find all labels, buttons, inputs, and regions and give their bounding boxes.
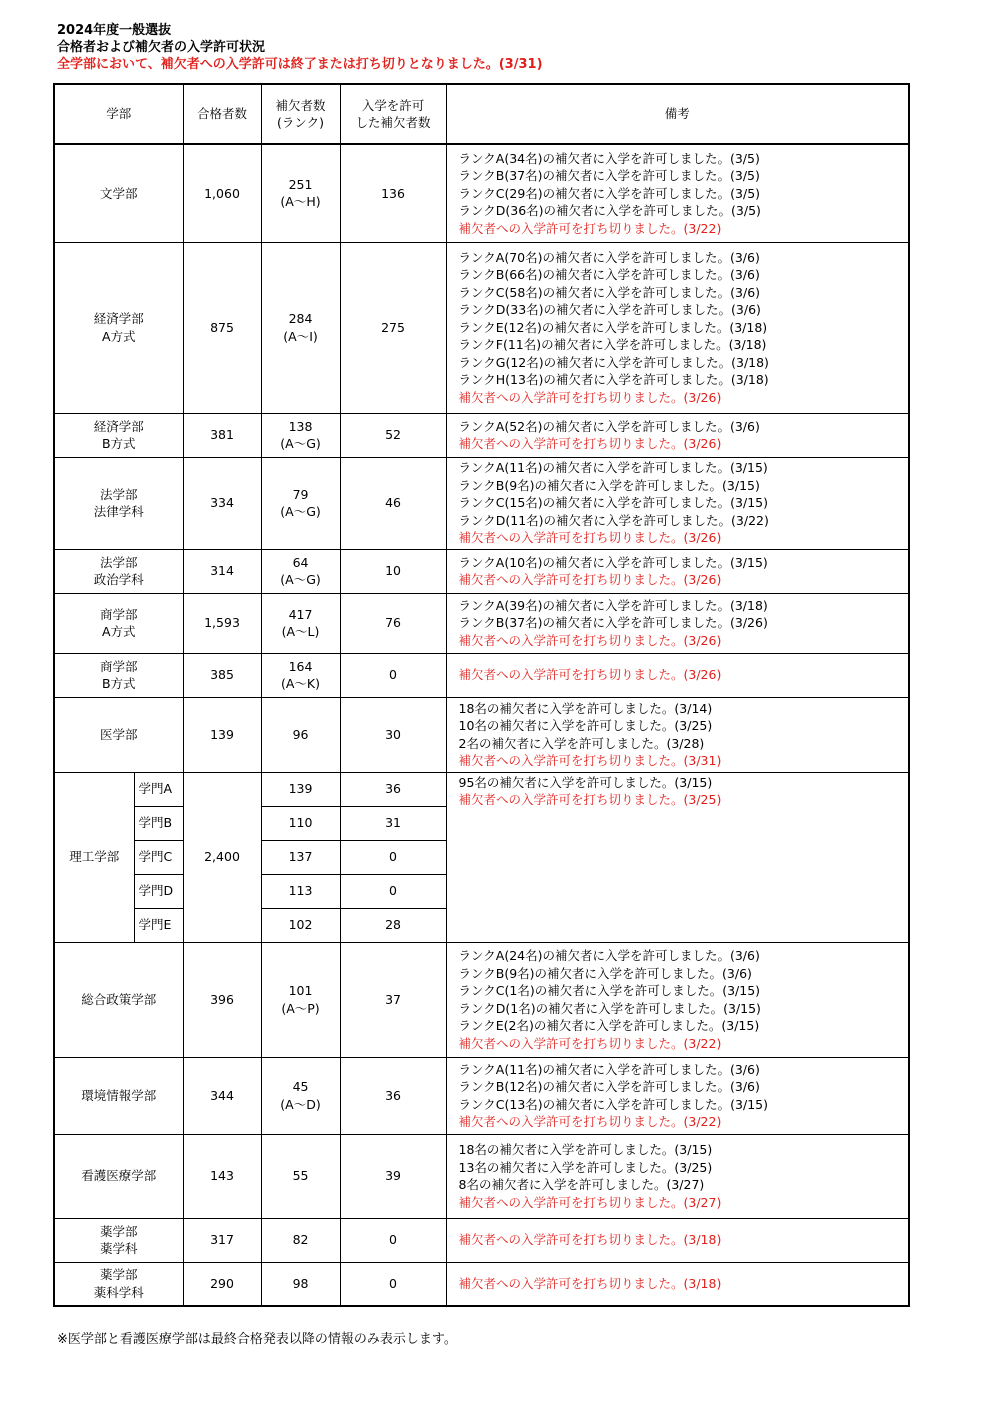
faculty-name-line: 法学部 — [100, 486, 138, 502]
passed-count-cell: 2,400 — [183, 772, 261, 942]
waitlist-rank: (A〜H) — [280, 194, 321, 210]
admission-status-table — [53, 83, 910, 1307]
notes-cell — [446, 942, 909, 1057]
notes-closed-line: 補欠者への入学許可を打ち切りました。(3/26) — [458, 436, 722, 451]
notes-line: ランクA(34名)の補欠者に入学を許可しました。(3/5) — [458, 150, 760, 166]
notes-line: ランクB(66名)の補欠者に入学を許可しました。(3/6) — [458, 267, 760, 283]
notes-closed-line: 補欠者への入学許可を打ち切りました。(3/22) — [458, 1114, 722, 1129]
waitlist-count: 284 — [288, 311, 313, 326]
sub-department-cell: 学門D — [134, 874, 183, 908]
footnote: ※医学部と看護医療学部は最終合格発表以降の情報のみ表示します。 — [57, 1332, 457, 1347]
waitlist-count: 79 — [292, 486, 309, 502]
waitlist-rank: (A〜I) — [283, 328, 318, 344]
admitted-count-cell: 76 — [340, 593, 446, 653]
table-header-row — [54, 84, 909, 144]
waitlist-count: 417 — [288, 606, 313, 622]
notes-cell — [446, 457, 909, 549]
table-row — [54, 593, 909, 653]
waitlist-count: 101 — [288, 983, 313, 998]
table-row — [54, 942, 909, 1057]
notes-line: ランクD(1名)の補欠者に入学を許可しました。(3/15) — [458, 1000, 761, 1016]
passed-count-cell: 1,060 — [183, 144, 261, 242]
faculty-cell — [54, 549, 183, 593]
notes-cell — [446, 144, 909, 242]
passed-count-cell: 290 — [183, 1262, 261, 1306]
admitted-count-cell: 136 — [340, 144, 446, 242]
header-admitted — [340, 84, 446, 144]
notes-cell — [446, 242, 909, 413]
faculty-name-line: 薬学部 — [100, 1223, 138, 1239]
waitlist-cell — [261, 457, 340, 549]
faculty-name-line: 環境情報学部 — [81, 1087, 157, 1103]
table-row — [54, 413, 909, 457]
faculty-cell — [54, 942, 183, 1057]
notes-line: ランクF(11名)の補欠者に入学を許可しました。(3/18) — [458, 337, 767, 353]
notes-closed-line: 補欠者への入学許可を打ち切りました。(3/31) — [458, 753, 722, 768]
notes-cell — [446, 1262, 909, 1306]
notes-line: ランクE(12名)の補欠者に入学を許可しました。(3/18) — [458, 319, 768, 335]
faculty-name-line: 総合政策学部 — [81, 991, 157, 1007]
notes-closed-line: 補欠者への入学許可を打ち切りました。(3/27) — [458, 1194, 722, 1210]
notes-cell — [446, 772, 909, 942]
waitlist-rank: (A〜K) — [281, 676, 321, 691]
passed-count-cell: 385 — [183, 653, 261, 697]
notes-cell — [446, 549, 909, 593]
notes-cell — [446, 1218, 909, 1262]
notes-line: ランクA(52名)の補欠者に入学を許可しました。(3/6) — [458, 418, 760, 434]
admitted-count-cell: 46 — [340, 457, 446, 549]
notes-closed-line: 補欠者への入学許可を打ち切りました。(3/26) — [458, 572, 722, 587]
passed-count-cell: 396 — [183, 942, 261, 1057]
admitted-count-cell: 0 — [340, 1262, 446, 1306]
waitlist-count: 164 — [288, 658, 313, 674]
faculty-cell — [54, 593, 183, 653]
notes-closed-line: 補欠者への入学許可を打ち切りました。(3/26) — [458, 530, 722, 546]
faculty-cell — [54, 1218, 183, 1262]
notes-line: ランクA(39名)の補欠者に入学を許可しました。(3/18) — [458, 597, 768, 613]
notes-line: ランクH(13名)の補欠者に入学を許可しました。(3/18) — [458, 372, 769, 388]
notes-line: 18名の補欠者に入学を許可しました。(3/15) — [458, 1142, 713, 1157]
notes-cell — [446, 1057, 909, 1134]
waitlist-rank: (A〜G) — [280, 504, 321, 519]
passed-count-cell: 381 — [183, 413, 261, 457]
table-row — [54, 697, 909, 772]
waitlist-rank: (A〜G) — [280, 436, 321, 451]
waitlist-cell: 139 — [261, 772, 340, 806]
faculty-cell — [54, 1057, 183, 1134]
notes-cell — [446, 697, 909, 772]
header-faculty: 学部 — [54, 84, 183, 144]
notes-line: 2名の補欠者に入学を許可しました。(3/28) — [458, 735, 705, 751]
waitlist-cell — [261, 1262, 340, 1306]
sub-department-cell: 学門E — [134, 908, 183, 942]
admitted-count-cell: 0 — [340, 1218, 446, 1262]
notes-line: ランクE(2名)の補欠者に入学を許可しました。(3/15) — [458, 1018, 760, 1033]
passed-count-cell: 139 — [183, 697, 261, 772]
table-row — [54, 772, 909, 806]
notes-closed-line: 補欠者への入学許可を打ち切りました。(3/18) — [458, 1232, 722, 1248]
notes-closed-line: 補欠者への入学許可を打ち切りました。(3/26) — [458, 389, 722, 405]
notes-line: ランクG(12名)の補欠者に入学を許可しました。(3/18) — [458, 354, 769, 370]
waitlist-count: 45 — [292, 1079, 309, 1094]
notes-line: ランクB(9名)の補欠者に入学を許可しました。(3/6) — [458, 965, 752, 981]
waitlist-cell — [261, 1218, 340, 1262]
admitted-count-cell: 36 — [340, 1057, 446, 1134]
waitlist-count: 64 — [292, 554, 309, 570]
passed-count-cell: 334 — [183, 457, 261, 549]
waitlist-rank: (A〜P) — [281, 1000, 320, 1016]
passed-count-cell: 875 — [183, 242, 261, 413]
faculty-cell — [54, 413, 183, 457]
waitlist-count: 82 — [292, 1232, 309, 1248]
faculty-name-line: 法律学科 — [93, 504, 144, 519]
admitted-count-cell: 28 — [340, 908, 446, 942]
table-row — [54, 653, 909, 697]
notes-line: ランクA(70名)の補欠者に入学を許可しました。(3/6) — [458, 249, 760, 265]
notes-line: ランクB(37名)の補欠者に入学を許可しました。(3/26) — [458, 615, 768, 631]
page-header — [57, 22, 543, 73]
faculty-name-line: 薬学部 — [100, 1267, 138, 1283]
passed-count-cell: 344 — [183, 1057, 261, 1134]
faculty-cell — [54, 144, 183, 242]
waitlist-cell — [261, 942, 340, 1057]
notes-cell — [446, 413, 909, 457]
waitlist-cell — [261, 697, 340, 772]
notes-closed-line: 補欠者への入学許可を打ち切りました。(3/22) — [458, 220, 722, 236]
faculty-name-line: B方式 — [101, 436, 136, 451]
notes-line: ランクC(29名)の補欠者に入学を許可しました。(3/5) — [458, 185, 761, 201]
faculty-name-line: 経済学部 — [93, 418, 144, 434]
waitlist-count: 98 — [292, 1276, 309, 1291]
sub-department-cell: 学門C — [134, 840, 183, 874]
notes-line: ランクD(33名)の補欠者に入学を許可しました。(3/6) — [458, 302, 761, 318]
table-row — [54, 1218, 909, 1262]
admitted-count-cell: 10 — [340, 549, 446, 593]
faculty-cell — [54, 697, 183, 772]
sub-department-cell: 学門A — [134, 772, 183, 806]
admitted-count-cell: 31 — [340, 806, 446, 840]
waitlist-cell: 102 — [261, 908, 340, 942]
faculty-name-line: 看護医療学部 — [81, 1168, 157, 1184]
header-admitted-line2: した補欠者数 — [355, 115, 431, 130]
faculty-cell — [54, 653, 183, 697]
notes-line: ランクB(9名)の補欠者に入学を許可しました。(3/15) — [458, 477, 760, 493]
notes-line: 95名の補欠者に入学を許可しました。(3/15) — [458, 774, 713, 790]
faculty-cell — [54, 242, 183, 413]
faculty-cell — [54, 1262, 183, 1306]
notes-line: 18名の補欠者に入学を許可しました。(3/14) — [458, 700, 713, 716]
sub-department-cell: 学門B — [134, 806, 183, 840]
notes-cell — [446, 593, 909, 653]
admitted-count-cell: 275 — [340, 242, 446, 413]
waitlist-cell: 113 — [261, 874, 340, 908]
waitlist-cell: 110 — [261, 806, 340, 840]
notes-line: 8名の補欠者に入学を許可しました。(3/27) — [458, 1177, 705, 1192]
waitlist-cell — [261, 413, 340, 457]
faculty-name-line: 政治学科 — [93, 572, 144, 587]
faculty-name-line: 薬科学科 — [93, 1284, 144, 1300]
notes-line: ランクA(10名)の補欠者に入学を許可しました。(3/15) — [458, 554, 768, 570]
notes-line: ランクC(15名)の補欠者に入学を許可しました。(3/15) — [458, 495, 768, 511]
faculty-name-line: 商学部 — [100, 606, 138, 622]
notes-closed-line: 補欠者への入学許可を打ち切りました。(3/26) — [458, 632, 722, 648]
table-row — [54, 549, 909, 593]
admitted-count-cell: 39 — [340, 1134, 446, 1218]
waitlist-cell — [261, 144, 340, 242]
passed-count-cell: 143 — [183, 1134, 261, 1218]
faculty-name-line: 医学部 — [100, 726, 138, 742]
header-admitted-line1: 入学を許可 — [361, 97, 425, 113]
header-notice: 全学部において、補欠者への入学許可は終了または打ち切りとなりました。(3/31) — [57, 57, 543, 72]
notes-line: ランクD(36名)の補欠者に入学を許可しました。(3/5) — [458, 203, 761, 218]
notes-line: ランクA(11名)の補欠者に入学を許可しました。(3/15) — [458, 460, 768, 476]
table-row — [54, 457, 909, 549]
notes-line: ランクB(37名)の補欠者に入学を許可しました。(3/5) — [458, 168, 760, 183]
passed-count-cell: 314 — [183, 549, 261, 593]
notes-line: 10名の補欠者に入学を許可しました。(3/25) — [458, 718, 713, 733]
faculty-name-line: 商学部 — [100, 658, 138, 674]
notes-line: ランクC(13名)の補欠者に入学を許可しました。(3/15) — [458, 1096, 768, 1112]
table-row — [54, 242, 909, 413]
notes-line: ランクA(24名)の補欠者に入学を許可しました。(3/6) — [458, 948, 760, 963]
header-notes: 備考 — [446, 84, 909, 144]
notes-line: ランクC(58名)の補欠者に入学を許可しました。(3/6) — [458, 284, 761, 300]
faculty-name-line: 薬学科 — [100, 1241, 138, 1256]
table-body — [54, 144, 909, 1306]
notes-line: ランクB(12名)の補欠者に入学を許可しました。(3/6) — [458, 1079, 760, 1094]
notes-line: ランクA(11名)の補欠者に入学を許可しました。(3/6) — [458, 1061, 760, 1077]
notes-closed-line: 補欠者への入学許可を打ち切りました。(3/22) — [458, 1035, 722, 1051]
waitlist-cell — [261, 593, 340, 653]
faculty-name-line: 経済学部 — [93, 311, 144, 326]
waitlist-cell — [261, 242, 340, 413]
notes-closed-line: 補欠者への入学許可を打ち切りました。(3/25) — [458, 792, 722, 807]
waitlist-cell — [261, 549, 340, 593]
waitlist-cell: 137 — [261, 840, 340, 874]
notes-cell — [446, 653, 909, 697]
faculty-name-line: A方式 — [101, 624, 136, 639]
faculty-name-line: 法学部 — [100, 554, 138, 570]
waitlist-cell — [261, 653, 340, 697]
header-waitlist — [261, 84, 340, 144]
admitted-count-cell: 0 — [340, 653, 446, 697]
notes-cell — [446, 1134, 909, 1218]
notes-line: ランクC(1名)の補欠者に入学を許可しました。(3/15) — [458, 983, 761, 998]
header-passed: 合格者数 — [183, 84, 261, 144]
passed-count-cell: 1,593 — [183, 593, 261, 653]
admitted-count-cell: 0 — [340, 840, 446, 874]
waitlist-cell — [261, 1134, 340, 1218]
waitlist-count: 96 — [292, 726, 309, 742]
header-waitlist-line1: 補欠者数 — [275, 97, 326, 113]
notes-closed-line: 補欠者への入学許可を打ち切りました。(3/18) — [458, 1276, 722, 1291]
admitted-count-cell: 0 — [340, 874, 446, 908]
waitlist-count: 251 — [288, 176, 313, 192]
waitlist-count: 55 — [292, 1168, 309, 1184]
notes-line: ランクD(11名)の補欠者に入学を許可しました。(3/22) — [458, 512, 769, 528]
notes-line: 13名の補欠者に入学を許可しました。(3/25) — [458, 1159, 713, 1175]
admitted-count-cell: 52 — [340, 413, 446, 457]
admitted-count-cell: 30 — [340, 697, 446, 772]
admitted-count-cell: 36 — [340, 772, 446, 806]
faculty-cell — [54, 1134, 183, 1218]
faculty-name-line: 文学部 — [100, 185, 138, 201]
header-year-title: 2024年度一般選抜 — [57, 23, 172, 38]
admitted-count-cell: 37 — [340, 942, 446, 1057]
table-row — [54, 1134, 909, 1218]
header-subtitle: 合格者および補欠者の入学許可状況 — [57, 40, 266, 55]
passed-count-cell: 317 — [183, 1218, 261, 1262]
notes-closed-line: 補欠者への入学許可を打ち切りました。(3/26) — [458, 667, 722, 683]
faculty-name-line: B方式 — [101, 676, 136, 691]
header-waitlist-line2: (ランク) — [277, 115, 325, 130]
faculty-name-line: A方式 — [101, 328, 136, 344]
waitlist-rank: (A〜D) — [280, 1096, 321, 1112]
table-row — [54, 1057, 909, 1134]
waitlist-count: 138 — [288, 418, 313, 434]
table-row — [54, 144, 909, 242]
faculty-cell: 理工学部 — [54, 772, 134, 942]
waitlist-cell — [261, 1057, 340, 1134]
table-row — [54, 1262, 909, 1306]
waitlist-rank: (A〜L) — [281, 624, 320, 639]
waitlist-rank: (A〜G) — [280, 572, 321, 587]
faculty-cell — [54, 457, 183, 549]
